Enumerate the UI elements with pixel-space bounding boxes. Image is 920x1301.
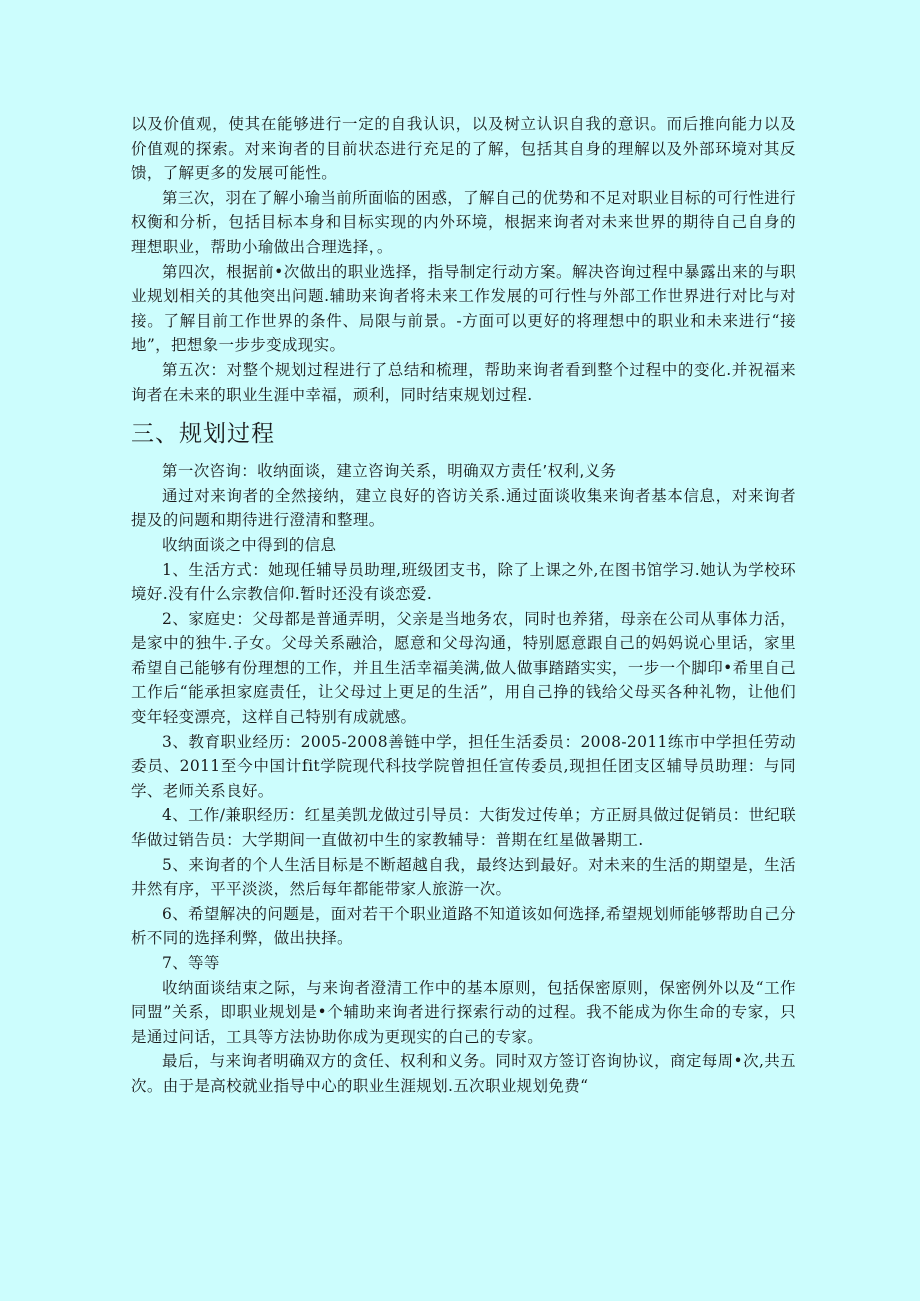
paragraph-responsibilities: 最后，与来询者明确双方的贪任、权利和义务。同时双方签订咨询协议，商定每周•次,共五次。由于是高校就业指导中心的职业生涯规划.五次职业规划免费“: [131, 1052, 796, 1095]
paragraph-info-intro: 收纳面谈之中得到的信息: [162, 535, 337, 554]
document-body: [131, 112, 796, 1099]
section-heading-planning-process: 三、规划过程: [131, 421, 275, 448]
list-item-family-history: 2、家庭史：父母都是普通弄明，父亲是当地务农，同时也养猪，母亲在公司从事体力活，是家中的独牛.子女。父母关系融洽，愿意和父母沟通，特别愿意跟自己的妈妈说心里话，家里希望自己能够有份理想的工作，并且生活幸福美满,做人做事踏踏实实，一步一个脚印•希里自己工作后“能承担家庭责任，让父母过上更足的生活”，用自己挣的钱给父母买各种礼物，让他们变年轻变漂亮，这样自己特别有成就感。: [131, 609, 796, 727]
list-item-work-experience: 4、工作/兼职经历：红星美凯龙做过引导员：大街发过传单；方正厨具做过促销员：世纪联华做过销告员：大学期间一直做初中生的家教辅导：普期在红星做暑期工.: [131, 806, 796, 850]
paragraph-acceptance: 通过对来询者的全然接纳，建立良好的咨访关系.通过面谈收集来询者基本信息，对来询者提及的问题和期待进行澄清和整理。: [131, 486, 796, 530]
list-item-etc: 7、等等: [162, 954, 220, 972]
paragraph-values-exploration: 以及价值观，使其在能够进行一定的自我认识，以及树立认识自我的意识。而后推向能力以及价值观的探索。对来询者的目前状态进行充足的了解，包括其自身的理解以及外部环境对其反馈，了解更多的发展可能性。: [131, 115, 796, 183]
paragraph-fourth-session: 第四次，根据前•次做出的职业选择，指导制定行动方案。解决咨询过程中暴露出来的与职业规划相关的其他突出问题.辅助来询者将未来工作发展的可行性与外部工作世界进行对比与对接。了解目前工作世界的条件、局限与前景。-方面可以更好的将理想中的职业和未来进行“接地”，把想象一步步变成现实。: [131, 262, 796, 355]
list-item-lifestyle: 1、生活方式：她现任辅导员助理,班级团支书，除了上课之外,在图书馆学习.她认为学校环境好.没有什么宗教信仰.暂时还没有谈恋爱.: [131, 560, 796, 604]
list-item-problems: 6、希望解决的问题是，面对若干个职业道路不知道该如何选择,希望规划师能够帮助自己分析不同的选择利弊，做出抉择。: [131, 904, 796, 948]
first-consultation-title: 第一次咨询：收纳面谈，建立咨询关系，明确双方责任’权利,义务: [162, 462, 617, 481]
paragraph-third-session: 第三次，羽在了解小瑜当前所面临的困惑，了解自己的优势和不足对职业目标的可行性进行权衡和分析，包括目标本身和目标实现的内外环境，根据来询者对未来世界的期待自己自身的理想职业，帮助小瑜做出合理选择，。: [131, 188, 797, 256]
list-item-life-goals: 5、来询者的个人生活目标是不断超越自我，最终达到最好。对未来的生活的期望是，生活井然有序，平平淡淡，然后每年都能带家人旅游一次。: [131, 855, 796, 899]
list-item-education: 3、教育职业经历：2005-2008善链中学，担任生活委员：2008-2011练市中学担任劳动委员、2011至今中国计fit学院现代科技学院曾担任宣传委员,现担任团支区辅导员助理：与同学、老师关系良好。: [131, 732, 796, 800]
paragraph-fifth-session: 第五次：对整个规划过程进行了总结和梳理，帮助来询者看到整个过程中的变化.并祝福来询者在未来的职业生涯中幸福，顽利，同时结束规划过程.: [131, 360, 796, 404]
paragraph-principles: 收纳面谈结束之际，与来询者澄清工作中的基本原则，包括保密原则，保密例外以及“工作同盟”关系，即职业规划是•个辅助来询者进行探索行动的过程。我不能成为你生命的专家，只是通过问话，工具等方法协助你成为更现实的白己的专家。: [131, 978, 796, 1046]
